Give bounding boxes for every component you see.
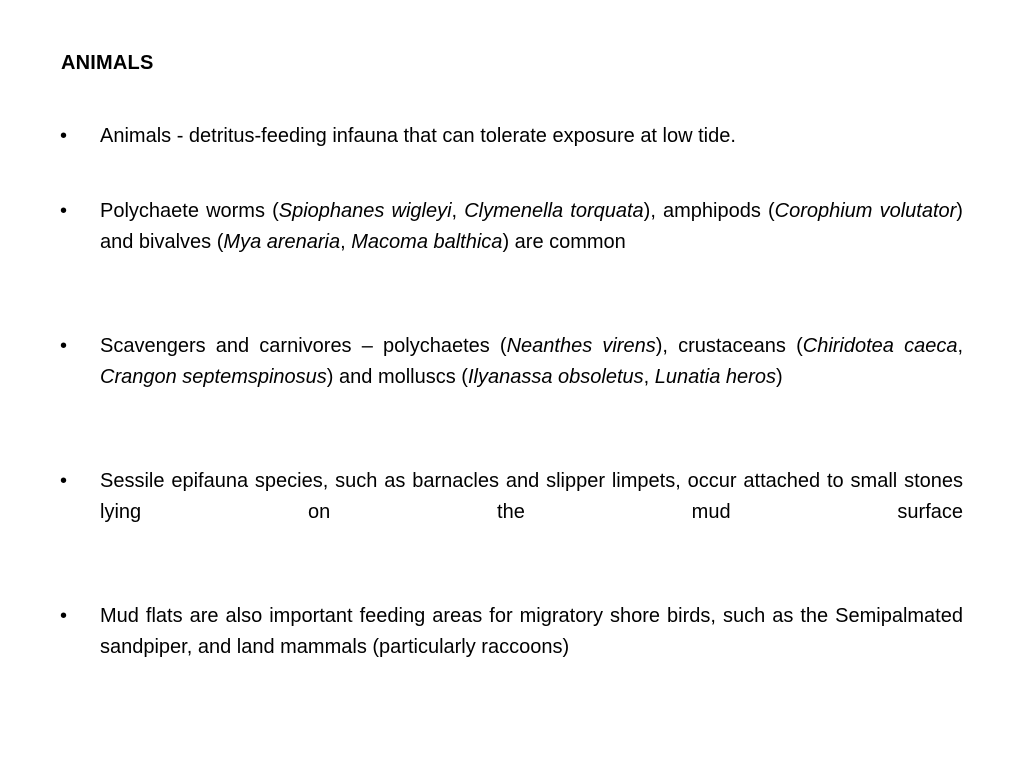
bullet-text <box>100 196 963 258</box>
text-run: ), amphipods ( <box>643 200 775 222</box>
text-run: Animals - detritus-feeding infauna that can tolerate exposure at low tide. <box>100 125 736 147</box>
text-run: Scavengers and carnivores – polychaetes ( <box>100 335 507 357</box>
bullet-dot-icon: • <box>60 470 68 492</box>
text-run: Polychaete worms ( <box>100 200 279 222</box>
text-run: ), crustaceans ( <box>655 335 803 357</box>
bullet-item-sessile-epifauna <box>60 466 964 528</box>
species-name: Mya arenaria <box>223 231 341 253</box>
text-run: Mud flats are also important feeding areas for migratory shore birds, such as the Semipalmated sandpiper, and land mammals (particularly raccoons) <box>100 605 963 658</box>
species-name: Clymenella torquata <box>464 200 644 222</box>
species-name: Chiridotea caeca <box>802 335 958 357</box>
text-run: Sessile epifauna species, such as barnacles and slipper limpets, occur attached to small stones lying on the mud surface <box>100 470 963 523</box>
species-name: Neanthes virens <box>506 335 656 357</box>
bullet-dot-icon: • <box>60 125 68 147</box>
bullet-item-detritus-feeders <box>60 121 964 152</box>
slide-title: ANIMALS <box>61 52 154 74</box>
bullet-text <box>100 466 963 528</box>
species-name: Spiophanes wigleyi <box>278 200 452 222</box>
text-run: ) <box>775 366 783 388</box>
bullet-item-scavengers-carnivores <box>60 331 964 393</box>
text-run: ) and molluscs ( <box>326 366 468 388</box>
bullet-text <box>100 331 963 393</box>
text-run: ) are common <box>502 231 626 253</box>
text-run: , <box>643 366 655 388</box>
bullet-dot-icon: • <box>60 200 68 222</box>
species-name: Lunatia heros <box>654 366 776 388</box>
species-name: Ilyanassa obsoletus <box>467 366 644 388</box>
bullet-dot-icon: • <box>60 605 68 627</box>
species-name: Corophium volutator <box>774 200 957 222</box>
bullet-dot-icon: • <box>60 335 68 357</box>
text-run: ) and bivalves ( <box>100 200 963 253</box>
species-name: Macoma balthica <box>351 231 503 253</box>
text-run: , <box>340 231 352 253</box>
bullet-item-mud-flat-feeding <box>60 601 964 663</box>
text-run: , <box>957 335 964 357</box>
text-run: , <box>451 200 465 222</box>
bullet-item-polychaetes-amphipods-bivalves <box>60 196 964 258</box>
species-name: Crangon septemspinosus <box>100 366 327 388</box>
bullet-text <box>100 601 963 663</box>
bullet-text <box>100 121 963 152</box>
